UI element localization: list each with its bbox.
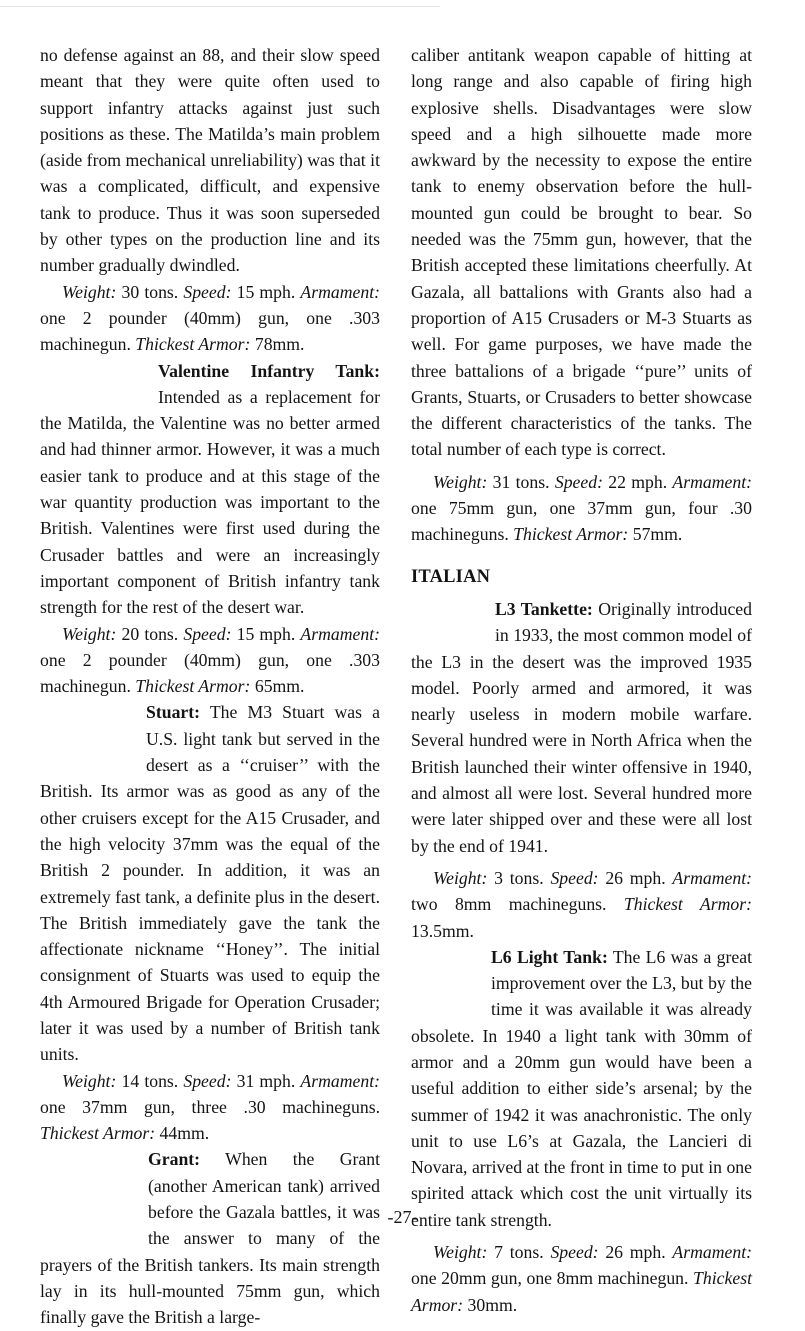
l3-text: Originally introduced in 1933, the most common model of the L3 in the desert was the improved 1935 model. Poorly armed and armored, it was nearly useless in modern mobile warfare. Several hundred were in North Africa when the British launched their winter offensive in 1940, and almost all were lost. Several hundred more were later shipped over and these were all lost by the end of 1941. — [411, 598, 752, 856]
weight-label: Weight: — [62, 623, 117, 644]
speed-value: 22 mph. — [602, 471, 673, 492]
l3-entry — [411, 596, 752, 859]
armament-label: Armament: — [672, 1242, 752, 1263]
armament-value: one 75mm gun, one 37mm gun, four .30 machineguns. — [411, 498, 752, 545]
heading-indent — [411, 596, 495, 648]
armor-label: Thickest Armor: — [135, 334, 251, 355]
weight-label: Weight: — [433, 471, 488, 492]
armament-label: Armament: — [300, 1070, 380, 1091]
speed-value: 15 mph. — [231, 281, 301, 302]
heading-indent — [40, 358, 158, 410]
speed-label: Speed: — [550, 867, 599, 888]
l3-heading: L3 Tankette: — [495, 598, 593, 619]
armor-value: 13.5mm. — [411, 920, 474, 941]
weight-label: Weight: — [62, 1070, 117, 1091]
weight-value: 14 tons. — [116, 1070, 184, 1091]
weight-value: 30 tons. — [116, 281, 184, 302]
page-number: -27- — [387, 1207, 418, 1227]
armor-value: 44mm. — [155, 1123, 210, 1144]
heading-indent — [411, 944, 491, 1022]
weight-value: 31 tons. — [487, 471, 555, 492]
armor-value: 57mm. — [628, 524, 683, 545]
stuart-entry — [40, 699, 380, 1067]
armament-label: Armament: — [300, 623, 380, 644]
speed-label: Speed: — [183, 1070, 232, 1091]
valentine-heading: Valentine Infantry Tank: — [158, 360, 380, 381]
l6-heading: L6 Light Tank: — [491, 946, 608, 967]
grant-entry — [40, 1146, 380, 1330]
matilda-text: no defense against an 88, and their slow speed meant that they were quite often used to support infantry attacks against just such positions as these. The Matilda’s main problem (aside from mechanical unreliability) was that it was a complicated, difficult, and expensive tank to produce. Thus it was soon superseded by other types on the production line and its number gradually dwindled. — [40, 45, 380, 276]
armament-value: one 37mm gun, three .30 machineguns. — [40, 1096, 380, 1117]
grant-spec — [411, 469, 752, 548]
armor-label: Thickest Armor: — [40, 1123, 156, 1144]
weight-label: Weight: — [433, 1242, 488, 1263]
speed-value: 15 mph. — [231, 623, 301, 644]
speed-label: Speed: — [183, 281, 232, 302]
armament-label: Armament: — [672, 867, 752, 888]
armor-value: 30mm. — [463, 1294, 518, 1315]
stuart-heading: Stuart: — [146, 702, 201, 723]
speed-label: Speed: — [550, 1242, 599, 1263]
grant-text: When the Grant (another American tank) arrived before the Gazala battles, it was the answer to many of the prayers of the British tankers. Its main strength lay in its hull-mounted 75mm gun, which finally gave the British a large- — [40, 1149, 380, 1328]
armament-label: Armament: — [300, 281, 380, 302]
valentine-text: Intended as a replacement for the Matilda, the Valentine was no better armed and had thinner armor. However, it was a much easier tank to produce and at this stage of the war quantity production was important to the British. Valentines were first used during the Crusader battles and were an increasingly important component of British infantry tank strength for the rest of the desert war. — [40, 386, 380, 618]
speed-value: 31 mph. — [231, 1070, 301, 1091]
heading-indent — [40, 699, 146, 777]
l6-entry — [411, 944, 752, 1233]
weight-label: Weight: — [433, 867, 488, 888]
weight-label: Weight: — [62, 281, 117, 302]
armor-label: Thickest Armor: — [623, 894, 753, 915]
right-column — [411, 42, 752, 1318]
stuart-spec — [40, 1068, 380, 1147]
armor-value: 65mm. — [250, 676, 305, 697]
grant-continued: caliber antitank weapon capable of hitting at long range and also capable of firing high explosive shells. Disadvantages were slow speed and a high silhouette made more awkward by the necessity to expose the entire tank to enemy observation before the hull-mounted gun could be brought to bear. So needed was the 75mm gun, however, that the British accepted these limitations cheerfully. At Gazala, all battalions with Grants also had a proportion of A15 Crusaders or M-3 Stuarts as well. For game purposes, we have made the three battalions of a brigade ‘‘pure’’ units of Grants, Stuarts, or Crusaders to better showcase the different characteristics of the tanks. The total number of each type is correct. — [411, 45, 752, 460]
weight-value: 20 tons. — [116, 623, 184, 644]
grant-heading: Grant: — [148, 1149, 201, 1170]
l6-text: The L6 was a great improvement over the L3, but by the time it was available it was already obsolete. In 1940 a light tank with 30mm of armor and a 20mm gun would have been a useful addition to either side’s arsenal; by the summer of 1942 it was anachronistic. The only unit to use L6’s at Gazala, the Lancieri di Novara, arrived at the front in time to put in one spirited attack which cost the unit virtually its entire tank strength. — [411, 946, 752, 1230]
speed-value: 26 mph. — [598, 1242, 673, 1263]
l6-spec — [411, 1239, 752, 1318]
armament-value: one 2 pounder (40mm) gun, one .303 machinegun. — [40, 649, 380, 697]
armament-value: one 20mm gun, one 8mm machinegun. — [411, 1268, 694, 1289]
speed-value: 26 mph. — [598, 867, 673, 888]
heading-indent — [40, 1146, 148, 1250]
armor-label: Thickest Armor: — [411, 1268, 752, 1315]
left-column — [40, 42, 380, 1331]
valentine-entry — [40, 358, 380, 621]
matilda-spec — [40, 279, 380, 358]
section-heading-italian: ITALIAN — [411, 566, 491, 587]
stuart-text: The M3 Stuart was a U.S. light tank but served in the desert as a ‘‘cruiser’’ with the British. Its armor was as good as any of the other cruisers except for the A15 Crusader, and the high velocity 37mm was the equal of the British 2 pounder. In addition, it was an extremely fast tank, a definite plus in the desert. The British immediately gave the tank the affectionate nickname ‘‘Honey’’. The initial consignment of Stuarts was used to equip the 4th Armoured Brigade for Operation Crusader; later it was used by a number of British tank units. — [40, 702, 380, 1065]
speed-label: Speed: — [554, 471, 603, 492]
scan-edge-line — [0, 6, 440, 7]
armament-value: two 8mm machineguns. — [411, 894, 624, 915]
armor-label: Thickest Armor: — [135, 676, 251, 697]
weight-value: 3 tons. — [487, 867, 551, 888]
l3-spec — [411, 865, 752, 944]
armor-value: 78mm. — [250, 334, 305, 355]
armor-label: Thickest Armor: — [513, 524, 629, 545]
armament-value: one 2 pounder (40mm) gun, one .303 machinegun. — [40, 307, 380, 355]
valentine-spec — [40, 621, 380, 700]
armament-label: Armament: — [672, 471, 752, 492]
weight-value: 7 tons. — [487, 1242, 551, 1263]
speed-label: Speed: — [183, 623, 232, 644]
